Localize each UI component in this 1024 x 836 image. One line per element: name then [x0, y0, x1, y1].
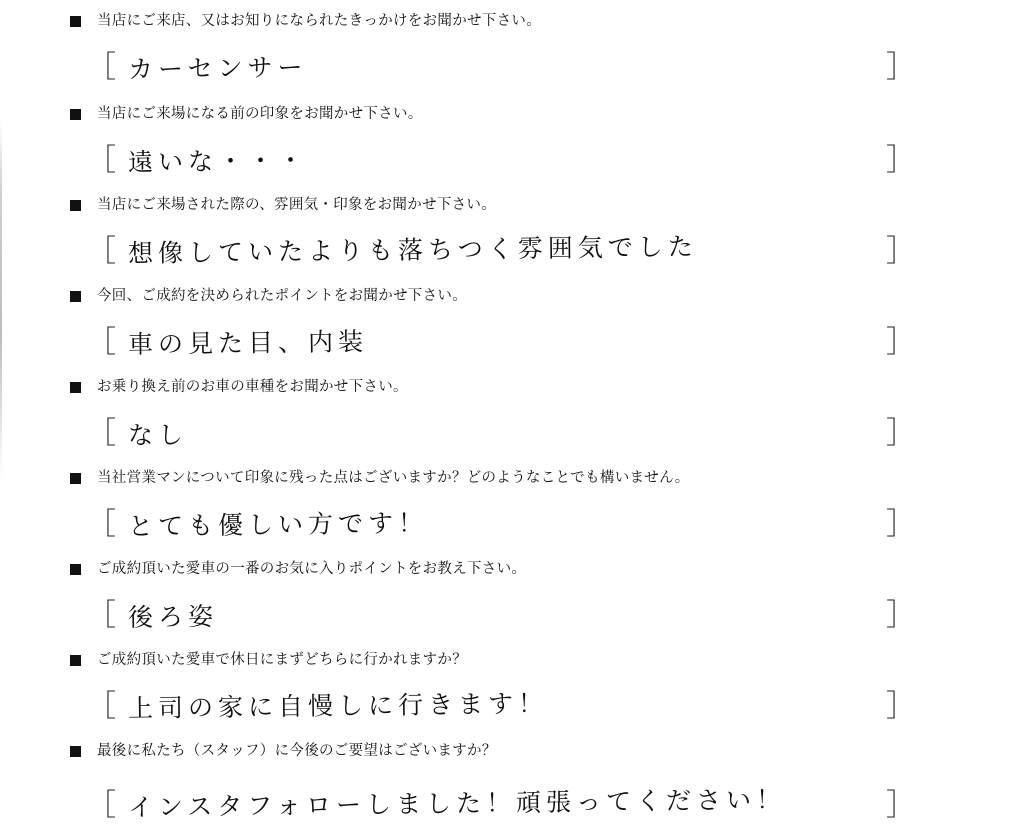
left-bracket: ［ [86, 416, 116, 451]
right-bracket: ］ [886, 325, 916, 360]
question-line [70, 376, 408, 398]
question-text: 当社営業マンについて印象に残った点はございますか？どのようなことでも構いません。 [97, 470, 690, 486]
survey-item [0, 277, 1024, 369]
left-bracket: ［ [86, 689, 116, 724]
answer-field [86, 48, 916, 88]
survey-item [0, 186, 1024, 278]
handwritten-answer: 遠いな・・・ [127, 145, 309, 177]
square-bullet-icon [70, 200, 81, 211]
square-bullet-icon [70, 291, 81, 302]
left-bracket: ［ [86, 234, 116, 269]
question-line [70, 649, 467, 671]
left-bracket: ［ [86, 598, 116, 633]
handwritten-answer: なし [127, 420, 189, 450]
question-text: ご成約頂いた愛車で休日にまずどちらに行かれますか？ [97, 652, 467, 668]
question-line [70, 285, 467, 307]
handwritten-answer: インスタフォローしました！頑張ってください！ [127, 784, 787, 822]
question-line [70, 558, 526, 580]
answer-field [86, 232, 916, 272]
left-bracket: ［ [86, 50, 116, 85]
handwritten-answer: とても優しい方です！ [127, 508, 429, 541]
survey-item [0, 368, 1024, 460]
question-text: 当店にご来場になる前の印象をお聞かせ下さい。 [97, 106, 423, 122]
right-bracket: ］ [886, 788, 916, 823]
answer-field [86, 786, 916, 826]
left-bracket: ［ [86, 788, 116, 823]
survey-item [0, 95, 1024, 187]
survey-item [0, 641, 1024, 733]
question-line [70, 740, 497, 762]
question-text: 当店にご来店、又はお知りになられたきっかけをお聞かせ下さい。 [97, 13, 541, 29]
square-bullet-icon [70, 655, 81, 666]
question-line [70, 194, 496, 216]
survey-item [0, 732, 1024, 832]
left-bracket: ［ [86, 325, 116, 360]
right-bracket: ］ [886, 507, 916, 542]
right-bracket: ］ [886, 50, 916, 85]
survey-item [0, 2, 1024, 94]
answer-field [86, 414, 916, 454]
question-text: ご成約頂いた愛車の一番のお気に入りポイントをお教え下さい。 [97, 561, 527, 577]
handwritten-answer: 想像していたよりも落ちつく雰囲気でした [127, 232, 698, 268]
handwritten-answer: 上司の家に自慢しに行きます！ [127, 688, 549, 723]
answer-field [86, 505, 916, 545]
square-bullet-icon [70, 109, 81, 120]
right-bracket: ］ [886, 416, 916, 451]
question-line [70, 467, 690, 489]
left-bracket: ［ [86, 143, 116, 178]
question-line [70, 103, 423, 125]
answer-field [86, 596, 916, 636]
right-bracket: ］ [886, 689, 916, 724]
right-bracket: ］ [886, 143, 916, 178]
question-text: 最後に私たち（スタッフ）に今後のご要望はございますか？ [97, 743, 497, 759]
question-line [70, 10, 541, 32]
answer-field [86, 323, 916, 363]
question-text: 当店にご来場された際の、雰囲気・印象をお聞かせ下さい。 [97, 197, 497, 213]
right-bracket: ］ [886, 234, 916, 269]
square-bullet-icon [70, 382, 81, 393]
handwritten-answer: カーセンサー [127, 52, 308, 84]
square-bullet-icon [70, 16, 81, 27]
square-bullet-icon [70, 564, 81, 575]
left-bracket: ［ [86, 507, 116, 542]
survey-item [0, 550, 1024, 642]
answer-field [86, 687, 916, 727]
right-bracket: ］ [886, 598, 916, 633]
square-bullet-icon [70, 473, 81, 484]
question-text: お乗り換え前のお車の車種をお聞かせ下さい。 [97, 379, 408, 395]
handwritten-answer: 車の見た目、内装 [127, 327, 369, 359]
question-text: 今回、ご成約を決められたポイントをお聞かせ下さい。 [97, 288, 467, 304]
handwritten-answer: 後ろ姿 [127, 601, 219, 632]
square-bullet-icon [70, 746, 81, 757]
survey-item [0, 459, 1024, 551]
answer-field [86, 141, 916, 181]
